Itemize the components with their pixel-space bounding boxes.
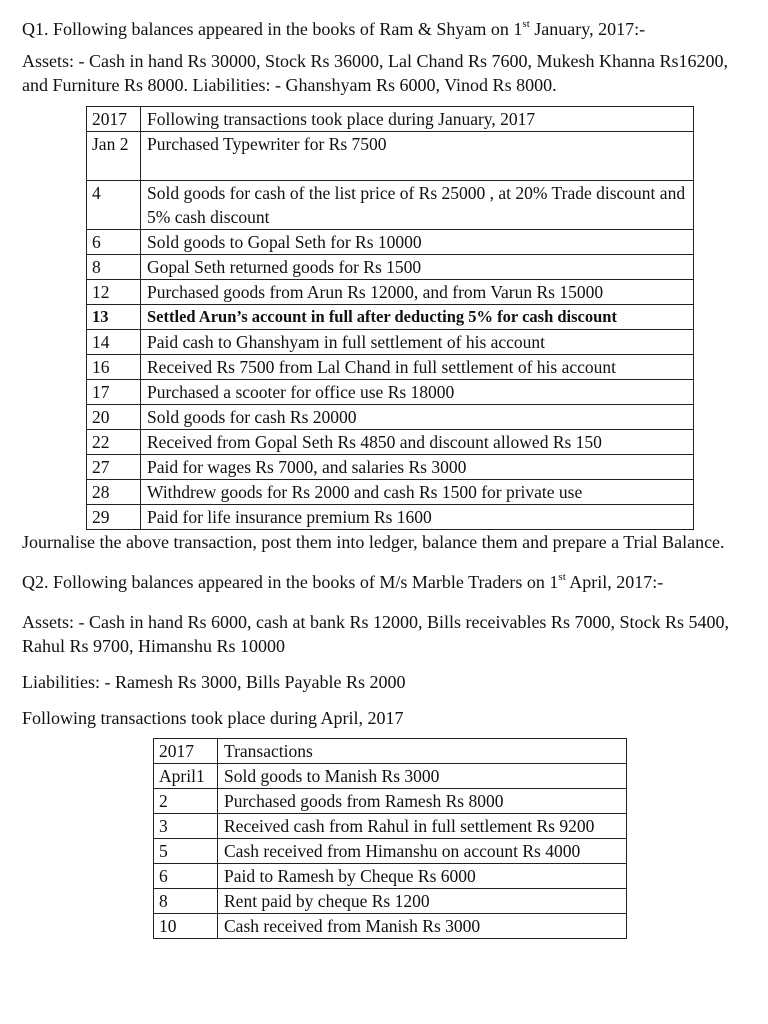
row-text: Sold goods for cash of the list price of Rs 25000 , at 20% Trade discount and 5% cash discount — [141, 181, 694, 230]
row-date: 13 — [87, 305, 141, 330]
row-date: 4 — [87, 181, 141, 230]
row-text: Received Rs 7500 from Lal Chand in full settlement of his account — [141, 355, 694, 380]
row-text: Purchased a scooter for office use Rs 18000 — [141, 380, 694, 405]
q2-title-sup: st — [558, 571, 566, 583]
row-date: 27 — [87, 455, 141, 480]
row-text: Received from Gopal Seth Rs 4850 and discount allowed Rs 150 — [141, 430, 694, 455]
row-date: 8 — [87, 255, 141, 280]
q2-assets: Assets: - Cash in hand Rs 6000, cash at bank Rs 12000, Bills receivables Rs 7000, Stock Rs 5400, Rahul Rs 9700, Himanshu Rs 10000 — [22, 612, 729, 656]
table-row — [87, 280, 694, 305]
row-text: Gopal Seth returned goods for Rs 1500 — [141, 255, 694, 280]
table-header-row — [154, 739, 627, 764]
row-text: Cash received from Manish Rs 3000 — [218, 914, 627, 939]
table-row — [87, 230, 694, 255]
q1-transactions-table — [86, 106, 694, 530]
table-header-year: 2017 — [154, 739, 218, 764]
table-header-title: Following transactions took place during January, 2017 — [141, 107, 694, 132]
row-date: 2 — [154, 789, 218, 814]
q1-instruction: Journalise the above transaction, post them into ledger, balance them and prepare a Trial Balance. — [22, 532, 725, 552]
table-row — [87, 505, 694, 530]
q2-transactions-table — [153, 738, 627, 939]
table-row — [154, 914, 627, 939]
table-row — [87, 330, 694, 355]
table-header-year: 2017 — [87, 107, 141, 132]
row-text: Sold goods to Gopal Seth for Rs 10000 — [141, 230, 694, 255]
row-date: Jan 2 — [87, 132, 141, 181]
row-date: 22 — [87, 430, 141, 455]
row-text: Sold goods to Manish Rs 3000 — [218, 764, 627, 789]
row-text: Purchased Typewriter for Rs 7500 — [141, 132, 694, 181]
table-row — [87, 305, 694, 330]
row-text: Paid for wages Rs 7000, and salaries Rs 3000 — [141, 455, 694, 480]
row-text: Paid for life insurance premium Rs 1600 — [141, 505, 694, 530]
q2-title — [22, 570, 744, 594]
table-row — [154, 889, 627, 914]
table-header-title: Transactions — [218, 739, 627, 764]
row-date: 17 — [87, 380, 141, 405]
row-text: Sold goods for cash Rs 20000 — [141, 405, 694, 430]
q1-title-end: January, 2017:- — [529, 19, 646, 39]
row-text: Purchased goods from Arun Rs 12000, and from Varun Rs 15000 — [141, 280, 694, 305]
table-row — [87, 405, 694, 430]
table-row — [87, 430, 694, 455]
table-row — [87, 181, 694, 230]
row-date: 16 — [87, 355, 141, 380]
row-date: April1 — [154, 764, 218, 789]
q2-intro: Following transactions took place during April, 2017 — [22, 708, 404, 728]
row-date: 12 — [87, 280, 141, 305]
table-row — [154, 814, 627, 839]
row-date: 20 — [87, 405, 141, 430]
row-date: 28 — [87, 480, 141, 505]
q1-title-text: Q1. Following balances appeared in the books of Ram & Shyam on 1 — [22, 19, 523, 39]
q1-title — [22, 17, 744, 41]
row-date: 3 — [154, 814, 218, 839]
row-date: 10 — [154, 914, 218, 939]
table-row — [87, 355, 694, 380]
row-text: Purchased goods from Ramesh Rs 8000 — [218, 789, 627, 814]
row-date: 5 — [154, 839, 218, 864]
q2-title-end: April, 2017:- — [565, 572, 664, 592]
table-row — [87, 455, 694, 480]
table-row — [154, 864, 627, 889]
q2-title-text: Q2. Following balances appeared in the books of M/s Marble Traders on 1 — [22, 572, 559, 592]
row-text: Paid to Ramesh by Cheque Rs 6000 — [218, 864, 627, 889]
row-text: Rent paid by cheque Rs 1200 — [218, 889, 627, 914]
q1-title-sup: st — [522, 18, 530, 30]
row-text: Settled Arun’s account in full after deducting 5% for cash discount — [141, 305, 694, 330]
table-row — [154, 764, 627, 789]
row-date: 6 — [154, 864, 218, 889]
q2-liabilities: Liabilities: - Ramesh Rs 3000, Bills Payable Rs 2000 — [22, 672, 406, 692]
table-row — [87, 255, 694, 280]
table-row — [154, 789, 627, 814]
table-row — [87, 132, 694, 181]
table-row — [154, 839, 627, 864]
row-text: Received cash from Rahul in full settlement Rs 9200 — [218, 814, 627, 839]
row-date: 6 — [87, 230, 141, 255]
table-header-row — [87, 107, 694, 132]
row-date: 8 — [154, 889, 218, 914]
row-date: 14 — [87, 330, 141, 355]
document-page — [22, 17, 744, 939]
row-text: Withdrew goods for Rs 2000 and cash Rs 1500 for private use — [141, 480, 694, 505]
q1-assets: Assets: - Cash in hand Rs 30000, Stock Rs 36000, Lal Chand Rs 7600, Mukesh Khanna Rs16200, and Furniture Rs 8000. Liabilities: - Ghanshyam Rs 6000, Vinod Rs 8000. — [22, 51, 728, 95]
row-text: Cash received from Himanshu on account Rs 4000 — [218, 839, 627, 864]
table-row — [87, 380, 694, 405]
row-text: Paid cash to Ghanshyam in full settlement of his account — [141, 330, 694, 355]
row-date: 29 — [87, 505, 141, 530]
table-row — [87, 480, 694, 505]
